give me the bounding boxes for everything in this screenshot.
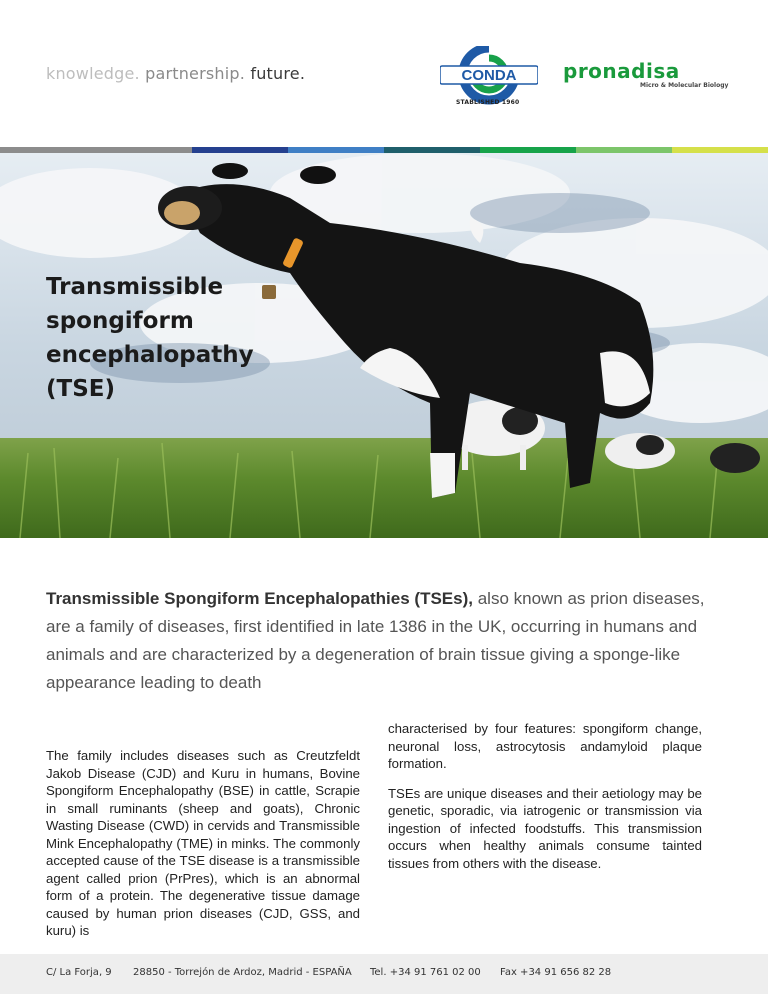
tagline-knowledge: knowledge.: [46, 64, 140, 83]
lead-paragraph: [46, 585, 726, 697]
pronadisa-subtitle: Micro & Molecular Biology: [640, 82, 729, 89]
body-paragraph: TSEs are unique diseases and their aetiology may be genetic, sporadic, via iatrogenic or transmission via ingestion of infected foodstuffs. This transmission occurs when healthy animals consume tainted tissues from others with the disease.: [388, 785, 702, 871]
tagline: [46, 64, 305, 83]
conda-established: STABLISHED 1960: [456, 99, 520, 106]
hero-title-line: Transmissible: [46, 274, 224, 300]
tagline-future: future.: [250, 64, 306, 83]
footer-city: 28850 - Torrejón de Ardoz, Madrid - ESPAÑA: [133, 967, 352, 978]
hero-title-line: (TSE): [46, 376, 115, 402]
conda-wordmark: CONDA: [461, 67, 517, 84]
footer: [0, 954, 768, 994]
tagline-partnership: partnership.: [145, 64, 246, 83]
lead-text: also known as prion diseases, are a family of diseases, first identified in late 1386 in the UK, occurring in humans and animals and are characterized by a degeneration of brain tissue giving a sponge-like appearance leading to death: [46, 589, 705, 692]
footer-fax: Fax +34 91 656 82 28: [500, 967, 612, 978]
body-paragraph: The family includes diseases such as Creutzfeldt Jakob Disease (CJD) and Kuru in humans, Bovine Spongiform Encephalopathy (BSE) in cattle, Scrapie in small ruminants (sheep and goats), Chronic Wasting Disease (CWD) in cervids and Transmissible Mink Encephalopathy (TME) in minks. The commonly accepted cause of the TSE disease is a transmissible agent called prion (PrPres), which is an abnormal form of a protein. The degenerative tissue damage caused by human prion diseases (CJD, GSS, and kuru) is: [46, 748, 360, 938]
hero-title-line: encephalopathy: [46, 342, 254, 368]
body-left-column: [46, 747, 360, 952]
hero-title-line: spongiform: [46, 308, 194, 334]
footer-address: C/ La Forja, 9: [46, 967, 112, 978]
pronadisa-logo: pronadisa: [563, 59, 680, 83]
body-right-column: [388, 720, 702, 884]
lead-bold: Transmissible Spongiform Encephalopathies (TSEs),: [46, 589, 473, 608]
footer-phone: Tel. +34 91 761 02 00: [370, 967, 481, 978]
hero-title: [46, 270, 306, 406]
body-paragraph: characterised by four features: spongiform change, neuronal loss, astrocytosis andamyloid plaque formation.: [388, 721, 702, 771]
